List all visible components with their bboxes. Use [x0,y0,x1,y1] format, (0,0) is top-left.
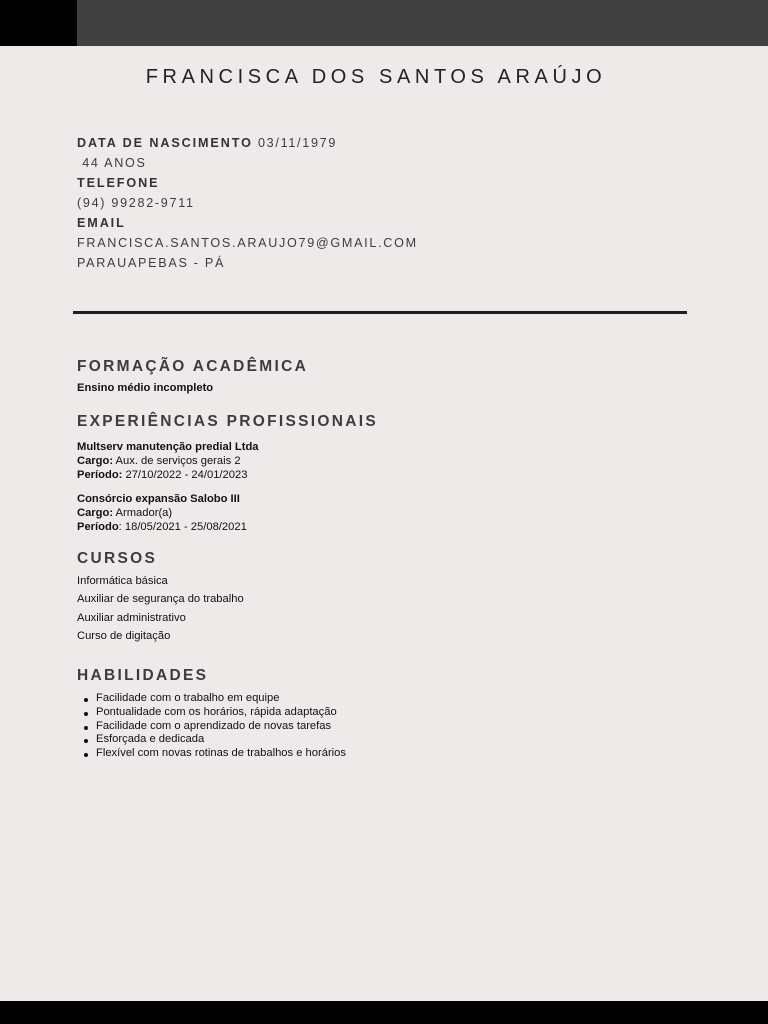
course-item: Curso de digitação [77,630,171,642]
job-period: Período: 18/05/2021 - 25/08/2021 [77,521,247,533]
birth-value: 03/11/1979 [252,136,338,150]
header-bar-dark-block [0,0,77,46]
job-period: Período: 27/10/2022 - 24/01/2023 [77,469,248,481]
resume-name: FRANCISCA DOS SANTOS ARAÚJO [145,66,607,88]
course-item: Auxiliar de segurança do trabalho [77,593,244,605]
job-role: Cargo: Armador(a) [77,507,173,519]
email-label: EMAIL [77,216,126,230]
email-value: FRANCISCA.SANTOS.ARAUJO79@GMAIL.COM [77,236,418,250]
skill-item: Facilidade com o trabalho em equipe [77,692,346,706]
education-item: Ensino médio incompleto [77,382,214,394]
birth-line [77,133,697,153]
job-company: Multserv manutenção predial Ltda [77,441,259,453]
job-entry [77,440,259,482]
skill-item: Pontualidade com os horários, rápida adaptação [77,706,346,720]
skill-item: Facilidade com o aprendizado de novas tarefas [77,720,346,734]
courses-title: CURSOS [77,550,158,567]
job-entry [77,492,247,534]
course-item: Auxiliar administrativo [77,612,186,624]
city: PARAUAPEBAS - PÁ [77,256,226,270]
age: 44 ANOS [77,156,147,170]
job-company: Consórcio expansão Salobo III [77,493,240,505]
skills-list [77,692,346,761]
experience-title: EXPERIÊNCIAS PROFISSIONAIS [77,413,378,430]
course-item: Informática básica [77,575,168,587]
job-role: Cargo: Aux. de serviços gerais 2 [77,455,241,467]
phone-value: (94) 99282-9711 [77,196,195,210]
skill-item: Flexível com novas rotinas de trabalhos e horários [77,747,346,761]
birth-label: DATA DE NASCIMENTO [77,136,253,150]
footer-bar [0,1001,768,1024]
contact-info [77,133,697,273]
header-bar [77,0,768,46]
phone-label: TELEFONE [77,176,160,190]
skills-title: HABILIDADES [77,667,209,684]
section-divider [73,311,687,314]
education-title: FORMAÇÃO ACADÊMICA [77,358,309,375]
skill-item: Esforçada e dedicada [77,733,346,747]
